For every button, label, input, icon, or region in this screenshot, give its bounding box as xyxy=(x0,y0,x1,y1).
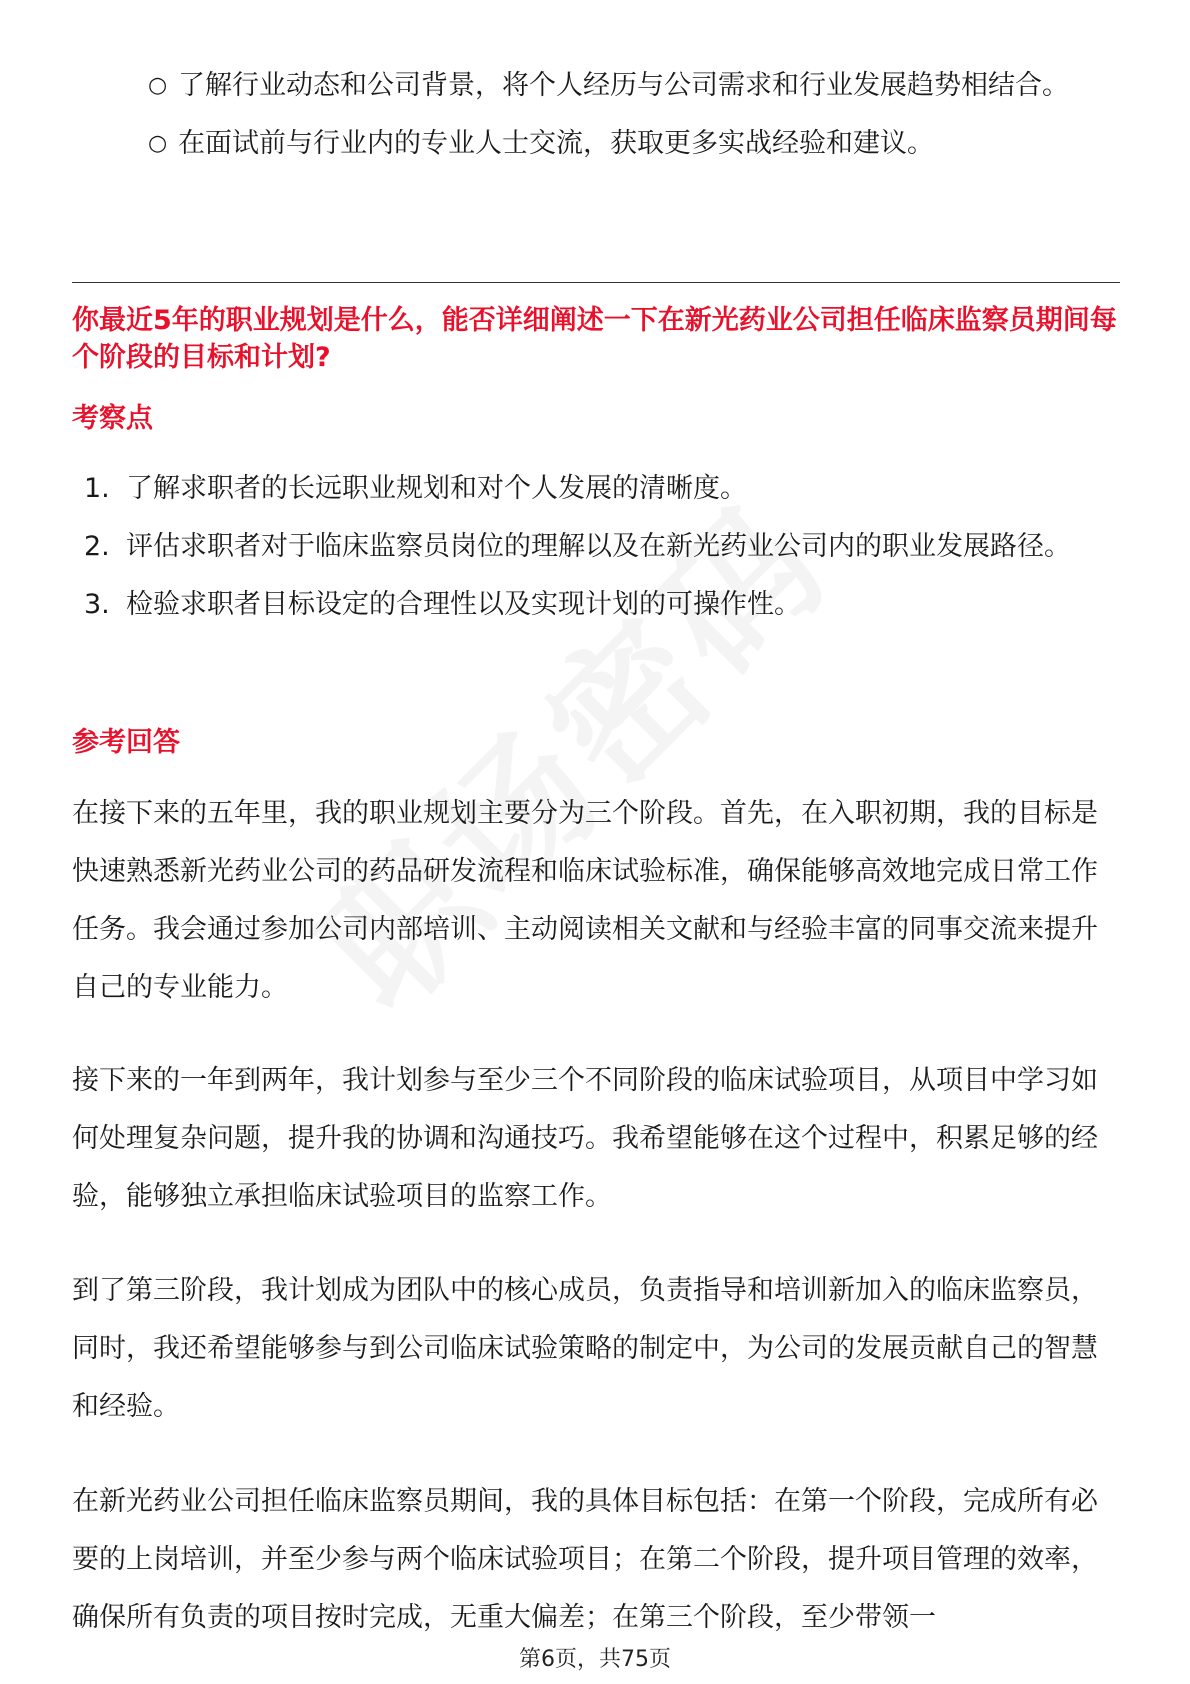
list-item xyxy=(148,58,1108,114)
page-number: 第6页，共75页 xyxy=(519,1647,671,1672)
key-points-list xyxy=(84,460,1124,634)
section-divider xyxy=(72,282,1120,283)
list-item xyxy=(84,576,1124,634)
list-item xyxy=(84,460,1124,518)
list-item xyxy=(84,518,1124,576)
item-text: 了解求职者的长远职业规划和对个人发展的清晰度。 xyxy=(126,473,747,504)
answer-paragraph: 在接下来的五年里，我的职业规划主要分为三个阶段。首先，在入职初期，我的目标是快速熟悉新光药业公司的药品研发流程和临床试验标准，确保能够高效地完成日常工作任务。我会通过参加公司内部培训、主动阅读相关文献和与经验丰富的同事交流来提升自己的专业能力。 xyxy=(72,798,1098,1003)
hollow-circle-bullet: ○ xyxy=(148,73,168,98)
item-number: 3. xyxy=(84,589,110,620)
question-title: 你最近5年的职业规划是什么，能否详细阐述一下在新光药业公司担任临床监察员期间每个阶段的目标和计划? xyxy=(72,305,1117,373)
hollow-circle-bullet: ○ xyxy=(148,131,168,156)
answer-paragraph: 接下来的一年到两年，我计划参与至少三个不同阶段的临床试验项目，从项目中学习如何处理复杂问题，提升我的协调和沟通技巧。我希望能够在这个过程中，积累足够的经验，能够独立承担临床试验项目的监察工作。 xyxy=(72,1065,1098,1212)
answer-paragraph: 到了第三阶段，我计划成为团队中的核心成员，负责指导和培训新加入的临床监察员，同时，我还希望能够参与到公司临床试验策略的制定中，为公司的发展贡献自己的智慧和经验。 xyxy=(72,1275,1098,1422)
item-text: 评估求职者对于临床监察员岗位的理解以及在新光药业公司内的职业发展路径。 xyxy=(126,531,1071,562)
item-number: 2. xyxy=(84,531,110,562)
answer-paragraph: 在新光药业公司担任临床监察员期间，我的具体目标包括：在第一个阶段，完成所有必要的上岗培训，并至少参与两个临床试验项目；在第二个阶段，提升项目管理的效率，确保所有负责的项目按时完成，无重大偏差；在第三个阶段，至少带领一 xyxy=(72,1486,1098,1633)
bullet-text: 了解行业动态和公司背景，将个人经历与公司需求和行业发展趋势相结合。 xyxy=(178,70,1069,101)
answer-heading: 参考回答 xyxy=(72,727,180,758)
item-number: 1. xyxy=(84,473,110,504)
key-points-heading: 考察点 xyxy=(72,403,153,434)
item-text: 检验求职者目标设定的合理性以及实现计划的可操作性。 xyxy=(126,589,801,620)
bullet-text: 在面试前与行业内的专业人士交流，获取更多实战经验和建议。 xyxy=(178,128,934,159)
bullet-list xyxy=(148,58,1108,172)
list-item xyxy=(148,116,1108,172)
